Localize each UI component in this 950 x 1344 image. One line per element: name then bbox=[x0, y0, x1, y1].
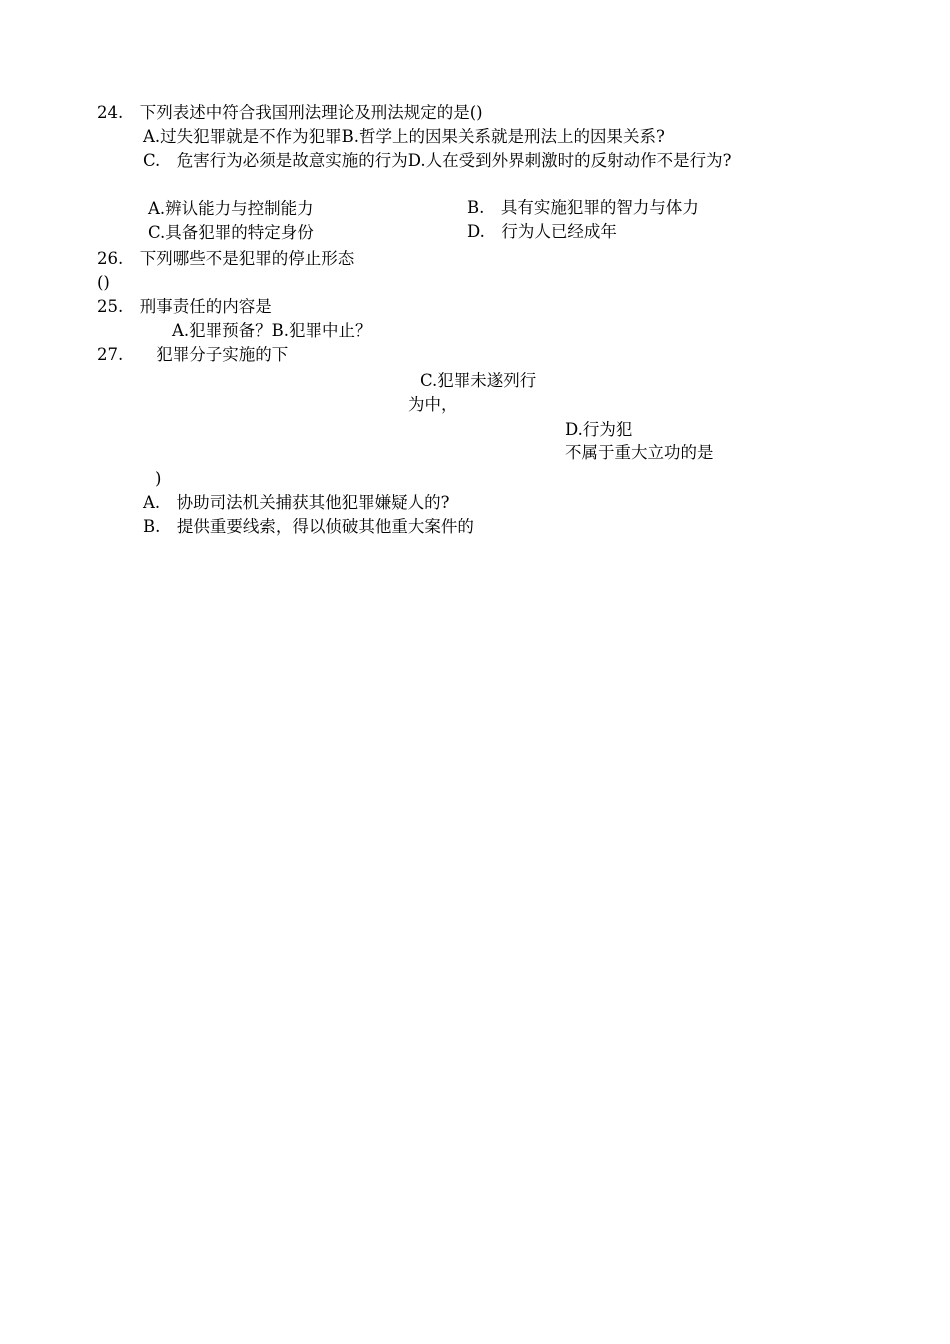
question-25-option-a: A.辨认能力与控制能力 bbox=[148, 199, 314, 218]
question-25-option-b: B. 具有实施犯罪的智力与体力 bbox=[467, 198, 699, 217]
question-26-stem: 26. 下列哪些不是犯罪的停止形态 bbox=[97, 249, 355, 268]
question-26-option-d: D.行为犯 bbox=[565, 420, 633, 439]
question-27-stem-tail: 不属于重大立功的是 bbox=[565, 443, 714, 462]
question-26-option-c: C.犯罪未遂列行 bbox=[420, 371, 537, 390]
question-24-options-cd: C. 危害行为必须是故意实施的行为D.人在受到外界刺激时的反射动作不是行为? bbox=[143, 151, 732, 170]
question-27-option-a: A. 协助司法机关捕获其他犯罪嫌疑人的? bbox=[143, 493, 450, 512]
question-26-paren: () bbox=[97, 273, 110, 292]
question-27-paren: ) bbox=[155, 469, 162, 488]
question-24-options-ab: A.过失犯罪就是不作为犯罪B.哲学上的因果关系就是刑法上的因果关系? bbox=[143, 127, 665, 146]
question-24-stem: 24. 下列表述中符合我国刑法理论及刑法规定的是() bbox=[97, 103, 483, 122]
question-27-stem: 27. 犯罪分子实施的下 bbox=[97, 345, 289, 364]
question-25-option-d: D. 行为人已经成年 bbox=[467, 222, 617, 241]
question-25-option-c: C.具备犯罪的特定身份 bbox=[148, 223, 314, 242]
question-26-options-ab: A.犯罪预备？B.犯罪中止？ bbox=[172, 321, 372, 340]
question-27-stem-mid: 为中， bbox=[408, 395, 458, 414]
question-27-option-b: B. 提供重要线索，得以侦破其他重大案件的 bbox=[143, 517, 474, 536]
question-25-stem: 25. 刑事责任的内容是 bbox=[97, 297, 272, 316]
